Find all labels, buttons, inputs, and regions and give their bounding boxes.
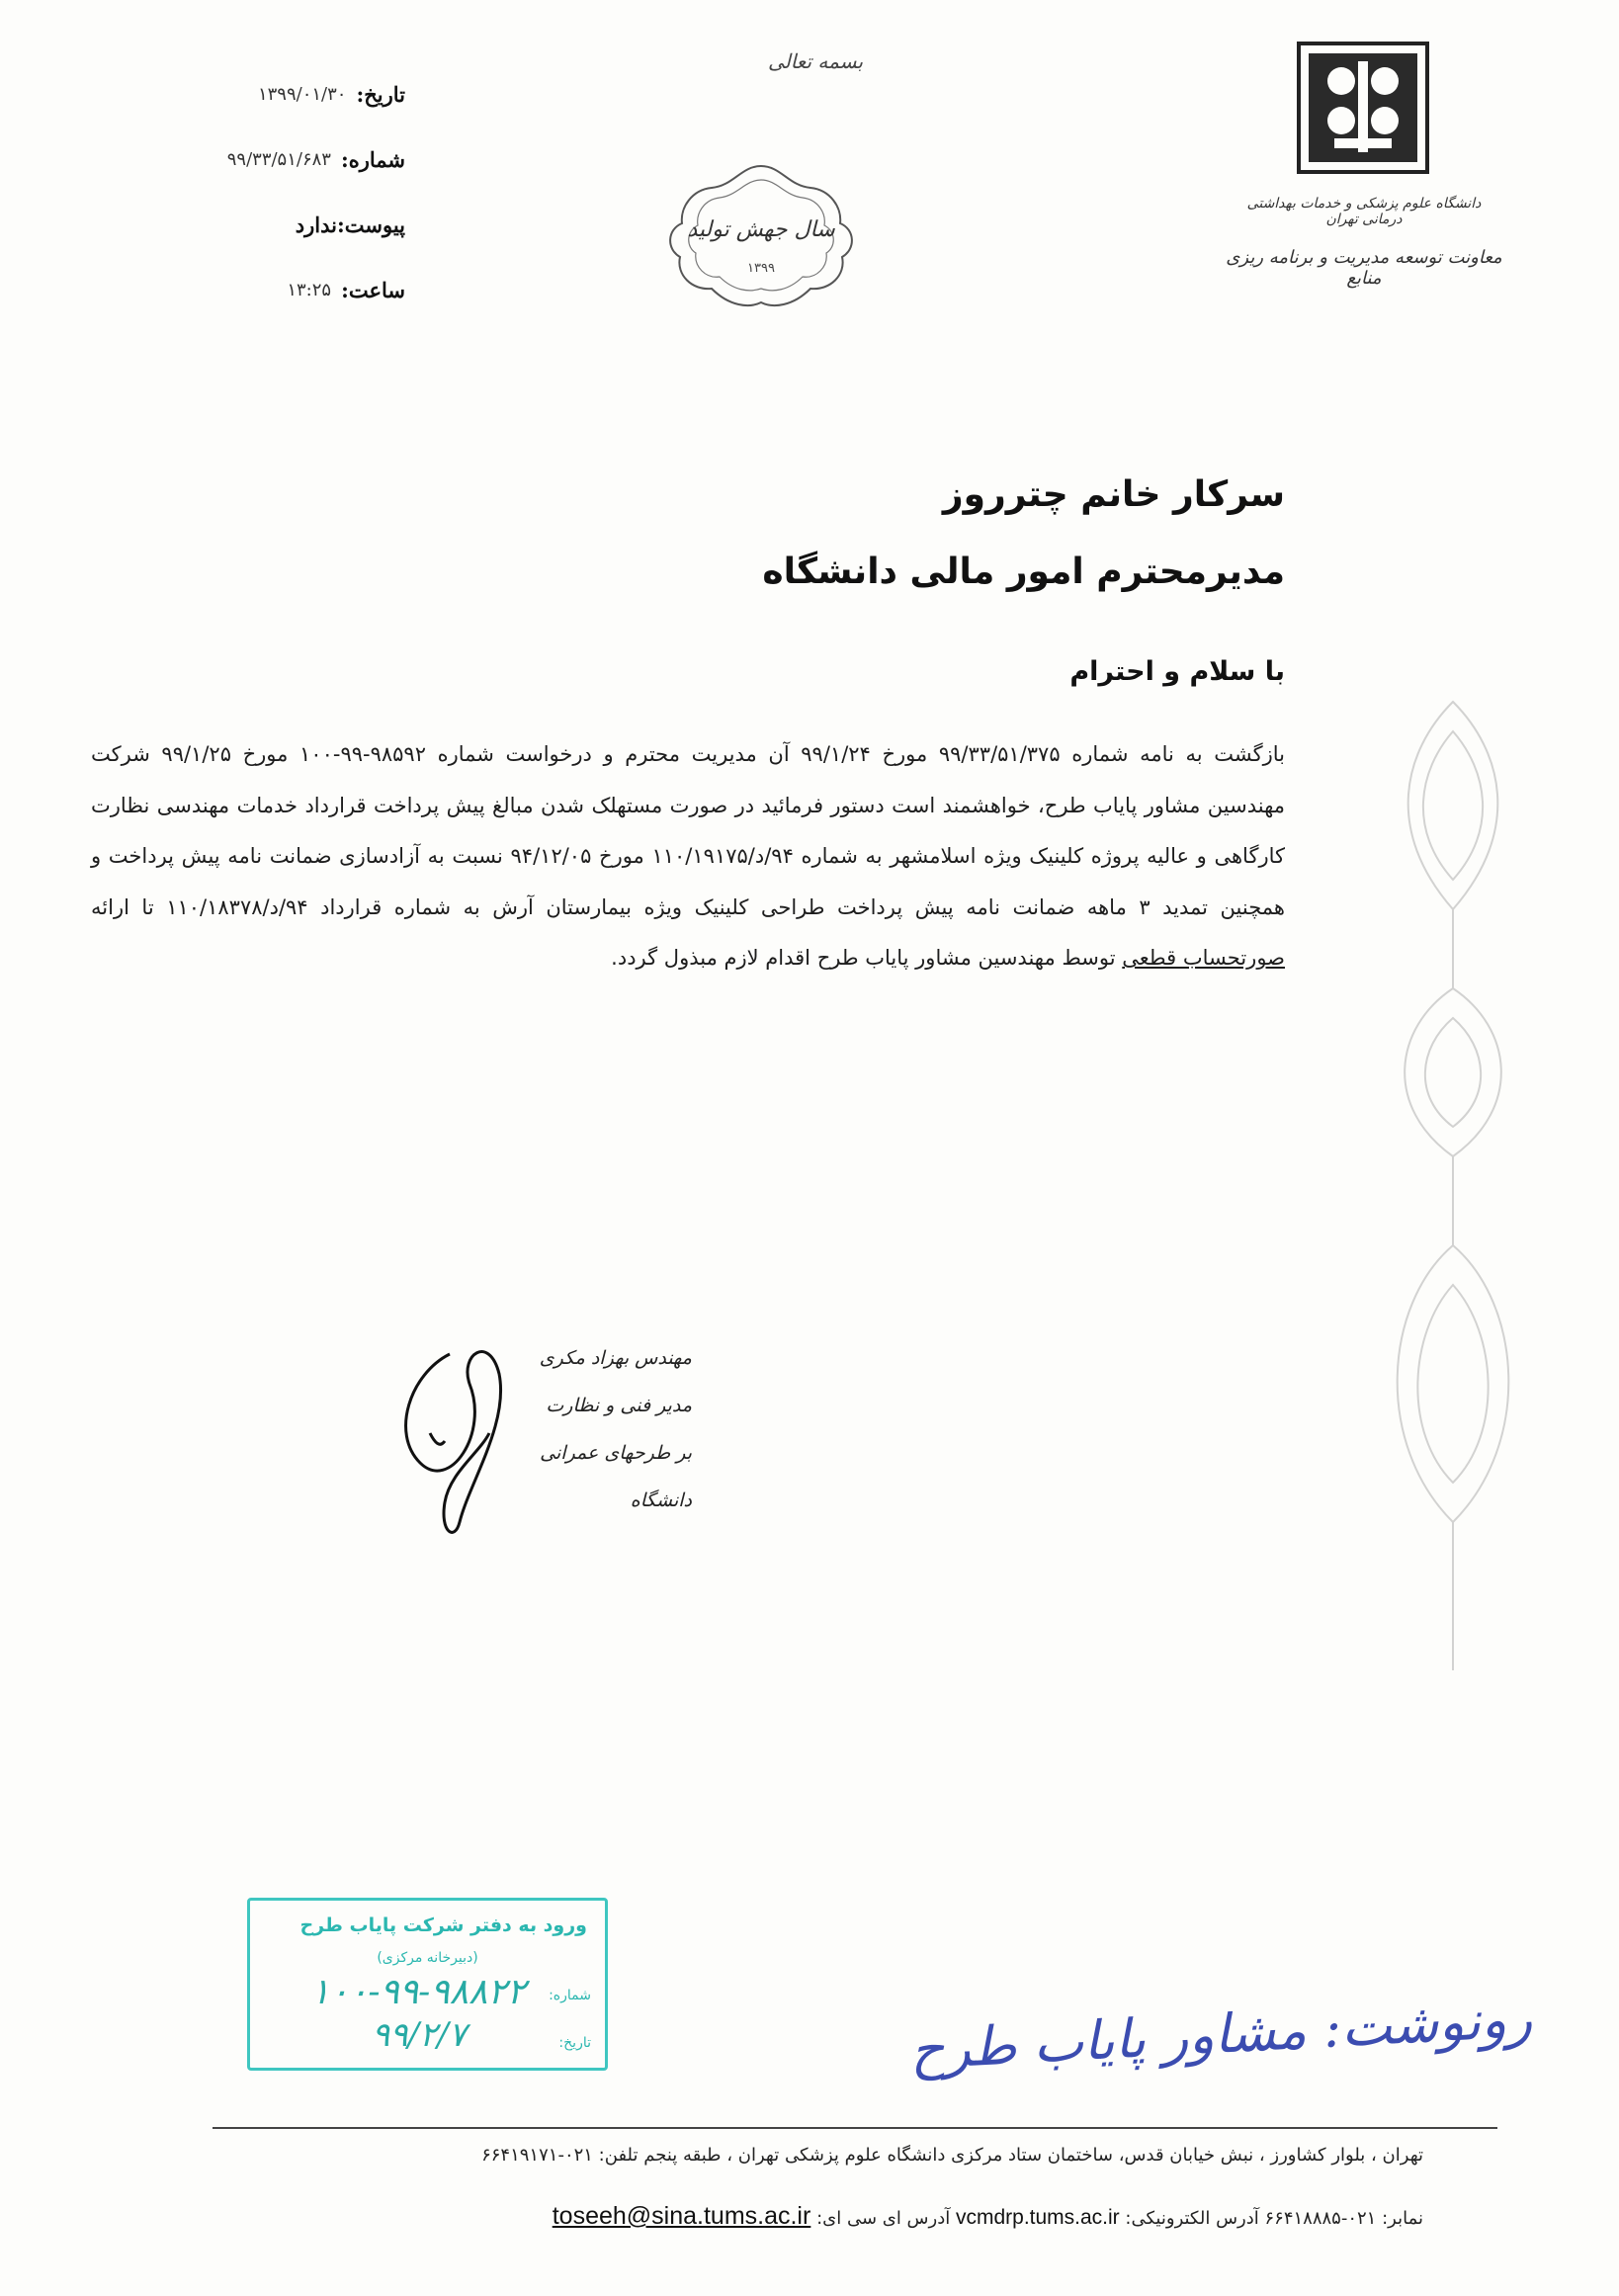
emblem-text: سال جهش تولید: [687, 217, 835, 242]
date-row: [148, 61, 405, 127]
attachment-row: [148, 192, 405, 257]
recipient-block: [692, 457, 1285, 611]
letter-meta: [148, 61, 405, 322]
organization-name: دانشگاه علوم پزشکی و خدمات بهداشتی درمانی تهران: [1246, 196, 1482, 227]
footer-divider: [213, 2127, 1497, 2129]
footer-email-label: آدرس ای سی ای:: [816, 2208, 951, 2229]
arabesque-ornament-icon: [1374, 692, 1532, 1680]
signer-position: مدیر فنی و نظارت: [546, 1395, 692, 1416]
body-main: بازگشت به نامه شماره ۹۹/۳۳/۵۱/۳۷۵ مورخ ۹۹/۱/۲۴ آن مدیریت محترم و درخواست شماره ۹۸۵۹۲-۹۹-۱۰۰ مورخ ۹۹/۱/۲۵ شرکت مهندسین مشاور پایاب طرح، خواهشمند است دستور فرمائید در صورت مستهلک شدن مبالغ پیش پرداخت قرارداد خدمات مهندسی نظارت کارگاهی و عالیه پروژه کلینیک ویژه اسلامشهر به شماره ۹۴/د/۱۱۰/۱۹۱۷۵ مورخ ۹۴/۱۲/۰۵ نسبت به آزادسازی ضمانت نامه پیش پرداخت و همچنین تمدید ۳ ماهه ضمانت نامه پیش پرداخت طراحی کلینیک ویژه بیمارستان آرش به شماره قرارداد ۹۴/د/۱۱۰/۱۸۳۷۸ تا ارائه: [91, 742, 1285, 919]
university-logo: [1297, 42, 1429, 174]
footer-address: تهران ، بلوار کشاورز ، نبش خیابان قدس، ساختمان ستاد مرکزی دانشگاه علوم پزشکی تهران ، طبقه پنجم تلفن: ۰۲۱-۶۶۴۱۹۱۷۱: [481, 2145, 1423, 2166]
recipient-title: مدیرمحترم امور مالی دانشگاه: [762, 552, 1285, 592]
emblem-year: ۱۳۹۹: [747, 261, 775, 276]
attachment-value: ندارد: [295, 212, 337, 237]
number-label: شماره:: [340, 146, 405, 172]
signer-scope: بر طرحهای عمرانی دانشگاه: [540, 1442, 692, 1511]
decorative-ornament: [1374, 692, 1532, 1680]
body-underlined: صورتحساب قطعی: [1122, 946, 1285, 970]
organization-deputy: معاونت توسعه مدیریت و برنامه ریزی منابع: [1226, 247, 1502, 289]
date-label: تاریخ:: [356, 81, 405, 107]
handwritten-cc-note: رونوشت: مشاور پایاب طرح: [908, 1987, 1534, 2082]
number-row: [148, 127, 405, 192]
recipient-name: سرکار خانم چترروز: [942, 474, 1285, 515]
stamp-number-label: شماره:: [549, 1988, 591, 2003]
date-value: ۱۳۹۹/۰۱/۳۰: [257, 83, 347, 105]
time-row: [148, 257, 405, 322]
time-value: ۱۳:۲۵: [287, 279, 332, 300]
signature-block: [494, 1334, 692, 1524]
greeting: با سلام و احترام: [1069, 656, 1285, 687]
footer-email-link[interactable]: toseeh@sina.tums.ac.ir: [552, 2202, 811, 2230]
stamp-title: ورود به دفتر شرکت پایاب طرح: [299, 1914, 587, 1936]
attachment-label: پیوست:: [337, 212, 405, 237]
signer-name: مهندس بهزاد مکری: [539, 1347, 692, 1369]
receipt-stamp: [247, 1898, 608, 2071]
bismillah: بسمه تعالی: [767, 49, 864, 73]
year-emblem: [662, 158, 860, 316]
body-end: توسط مهندسین مشاور پایاب طرح اقدام لازم مبذول گردد.: [611, 946, 1116, 970]
time-label: ساعت:: [341, 277, 405, 302]
footer-contacts: [227, 2202, 1423, 2231]
stamp-number-value: ۱۰۰-۹۹-۹۸۸۲۲: [310, 1972, 526, 2012]
university-logo-icon: [1297, 42, 1429, 174]
stamp-subtitle: (دبیرخانه مرکزی): [377, 1950, 478, 1966]
letter-body: [91, 729, 1285, 984]
stamp-date-value: ۹۹/۲/۷: [372, 2015, 467, 2055]
footer-web-label: آدرس الکترونیکی:: [1125, 2208, 1259, 2229]
number-value: ۹۹/۳۳/۵۱/۶۸۳: [226, 148, 331, 170]
stamp-date-label: تاریخ:: [558, 2035, 591, 2051]
footer-fax: نمابر: ۰۲۱-۶۶۴۱۸۸۸۵: [1264, 2208, 1423, 2229]
footer-website-link[interactable]: vcmdrp.tums.ac.ir: [955, 2206, 1120, 2229]
